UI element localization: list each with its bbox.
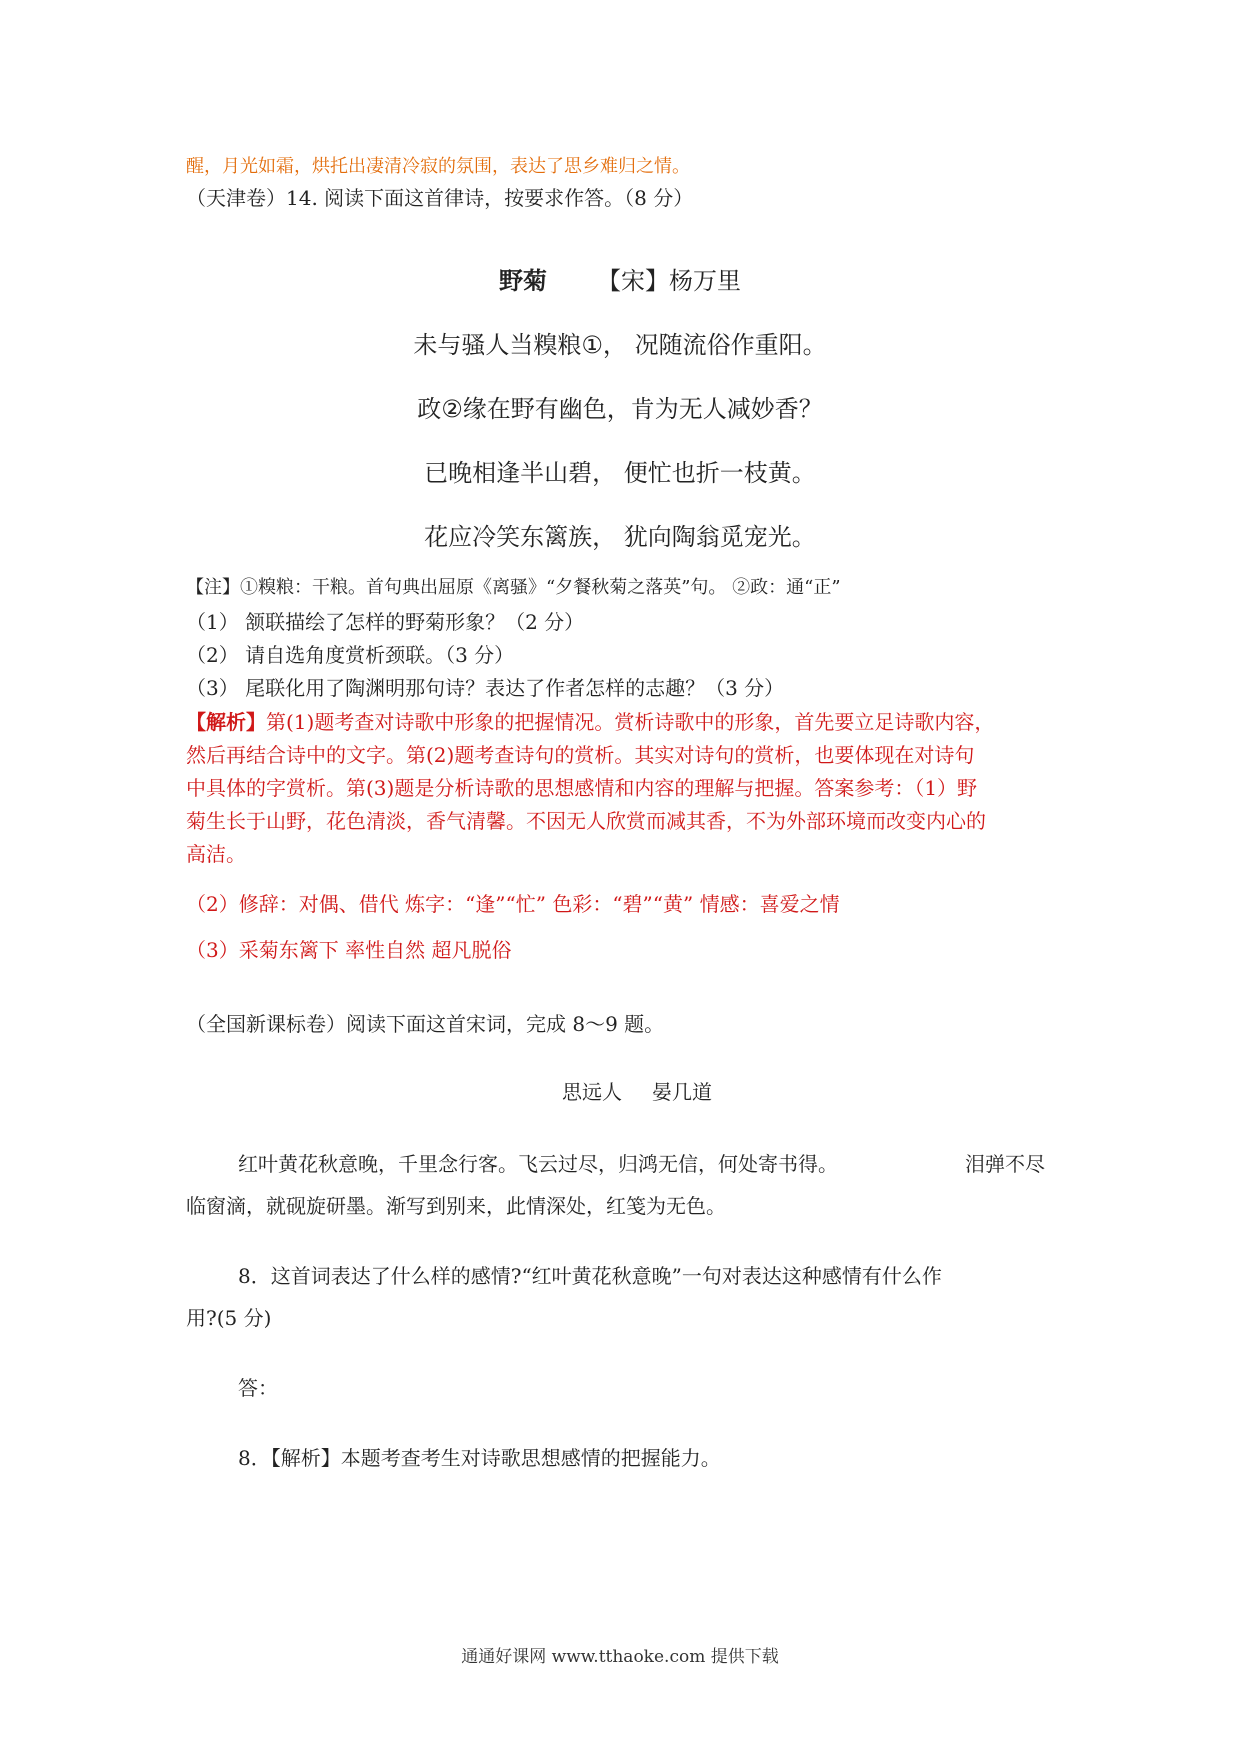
question-item: （2） 请自选角度赏析颈联。（3 分）: [186, 643, 515, 667]
q8-question-cont: 用?(5 分): [186, 1306, 272, 1330]
q8-heading: （全国新课标卷）阅读下面这首宋词，完成 8～9 题。: [186, 1012, 665, 1036]
ci-author: 晏几道: [652, 1080, 712, 1104]
answer-label: 答：: [238, 1376, 278, 1400]
analysis-line: 中具体的字赏析。第(3)题是分析诗歌的思想感情和内容的理解与把握。答案参考：（1）野: [186, 776, 978, 800]
analysis-line: 菊生长于山野，花色清淡，香气清馨。不因无人欣赏而减其香，不为外部环境而改变内心的: [186, 809, 986, 833]
poem-line: 花应冷笑东篱族， 犹向陶翁觅宠光。: [424, 523, 816, 551]
poem-author: 【宋】杨万里: [597, 267, 741, 295]
page-footer: 通通好课网 www.tthaoke.com 提供下载: [461, 1647, 779, 1667]
poem-title-line: [0, 266, 1240, 296]
poem-line: 政②缘在野有幽色，肯为无人减妙香？: [417, 395, 823, 423]
ci-text-line: 红叶黄花秋意晚，千里念行客。飞云过尽，归鸿无信，何处寄书得。: [238, 1152, 838, 1176]
answer-3: （3）采菊东篱下 率性自然 超凡脱俗: [186, 938, 512, 962]
ci-text-line: 临窗滴，就砚旋研墨。渐写到别来，此情深处，红笺为无色。: [186, 1194, 726, 1218]
poem-line: 已晚相逢半山碧， 便忙也折一枝黄。: [424, 459, 816, 487]
q8-analysis: 8．【解析】本题考查考生对诗歌思想感情的把握能力。: [238, 1446, 721, 1470]
analysis-line: [186, 710, 994, 734]
analysis-label: 【解析】: [186, 710, 266, 734]
ci-text-line-tail: 泪弹不尽: [965, 1152, 1045, 1176]
analysis-line: 高洁。: [186, 842, 246, 866]
analysis-line: 然后再结合诗中的文字。第(2)题考查诗句的赏析。其实对诗句的赏析，也要体现在对诗句: [186, 743, 975, 767]
ci-title: 思远人: [562, 1080, 622, 1104]
q14-heading: （天津卷）14. 阅读下面这首律诗，按要求作答。（8 分）: [186, 186, 694, 210]
analysis-text: 第(1)题考查对诗歌中形象的把握情况。赏析诗歌中的形象，首先要立足诗歌内容，: [266, 710, 995, 734]
question-item: （3） 尾联化用了陶渊明那句诗？表达了作者怎样的志趣？（3 分）: [186, 676, 785, 700]
poem-line: 未与骚人当糗粮①， 况随流俗作重阳。: [413, 331, 827, 359]
question-item: （1） 颔联描绘了怎样的野菊形象？（2 分）: [186, 610, 585, 634]
ci-title-line: [562, 1080, 712, 1104]
answer-2: （2）修辞：对偶、借代 炼字：“逢”“忙” 色彩：“碧”“黄” 情感：喜爱之情: [186, 892, 840, 916]
previous-answer-tail: 醒，月光如霜，烘托出凄清冷寂的氛围，表达了思乡难归之情。: [186, 156, 690, 177]
poem-note: 【注】①糗粮：干粮。首句典出屈原《离骚》“夕餐秋菊之落英”句。 ②政：通“正”: [186, 577, 841, 598]
q8-question: 8．这首词表达了什么样的感情?“红叶黄花秋意晚”一句对表达这种感情有什么作: [238, 1264, 942, 1288]
poem-title: 野菊: [499, 267, 547, 295]
